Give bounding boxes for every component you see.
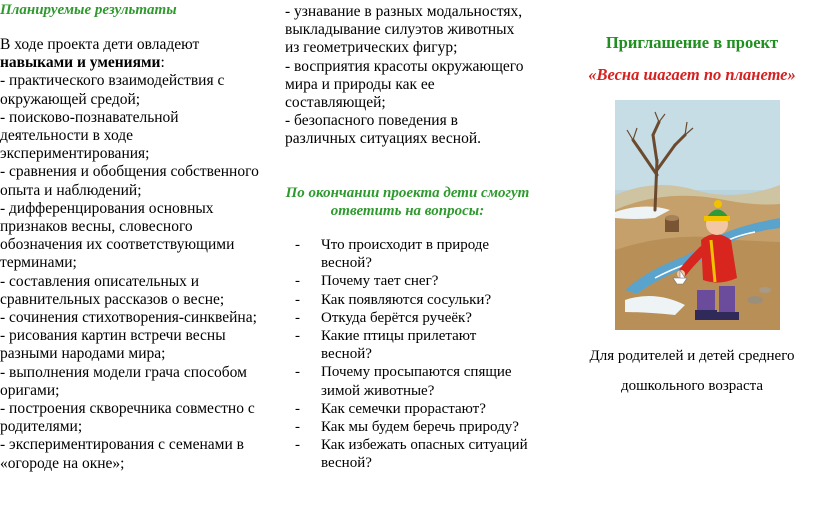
skills-continued (285, 3, 530, 149)
result-item: - экспериментирования с семенами в «огороде на окне»; (0, 436, 244, 472)
project-name: «Весна шагает по планете» (588, 65, 796, 84)
result-item: - поисково-познавательной деятельности в ходе экспериментирования; (0, 108, 179, 163)
boy-by-spring-stream-illustration (615, 100, 780, 330)
results-body (0, 36, 270, 473)
question-item: - Почему тает снег? (295, 273, 439, 290)
result-item: - построения скворечника совместно с родителями; (0, 400, 255, 436)
result-item: - безопасного поведения в различных ситуациях весной. (285, 112, 482, 148)
question-item: - Почему просыпаются спящие зимой животные? (295, 364, 512, 399)
question-item: - Как семечки прорастают? (295, 400, 486, 417)
result-item: - составления описательных и сравнительных рассказов о весне; (0, 272, 225, 308)
questions-heading: По окончании проекта дети смогут ответить на вопросы: (285, 185, 530, 219)
intro-bold-text: навыками и умениями (0, 54, 161, 72)
result-item: - рисования картин встречи весны разными народами мира; (0, 327, 226, 363)
audience-line-1: Для родителей и детей среднего (589, 348, 795, 364)
question-item: - Как избежать опасных ситуаций весной? (295, 437, 528, 472)
result-item: - восприятия красоты окружающего мира и природы как ее составляющей; (285, 57, 524, 112)
planned-results-heading: Планируемые результаты (0, 2, 177, 18)
intro-text: В ходе проекта дети овладеют (0, 36, 200, 53)
question-item: - Какие птицы прилетают весной? (295, 328, 477, 363)
question-item: - Как мы будем беречь природу? (295, 419, 519, 436)
result-item: - выполнения модели грача способом оригами; (0, 363, 247, 399)
invitation-title: Приглашение в проект (605, 33, 779, 52)
result-item: - сравнения и обобщения собственного опыта и наблюдений; (0, 163, 259, 199)
result-item: - практического взаимодействия с окружающей средой; (0, 72, 225, 108)
result-item: - дифференцирования основных признаков весны, словесного обозначения их соответствующими терминами; (0, 199, 235, 272)
question-item: - Что происходит в природе весной? (295, 237, 490, 272)
invitation-column (568, 0, 816, 522)
result-item: - узнавание в разных модальностях, выкладывание силуэтов животных из геометрических фигур; (285, 3, 523, 57)
result-item: - сочинения стихотворения-синквейна; (0, 309, 257, 327)
question-item: - Откуда берётся ручеёк? (295, 309, 472, 326)
intro-end: : (160, 54, 165, 72)
results-intro (0, 36, 270, 72)
audience-line-2: дошкольного возраста (620, 378, 763, 394)
question-item: - Как появляются сосульки? (295, 291, 492, 308)
questions-list (285, 236, 530, 473)
